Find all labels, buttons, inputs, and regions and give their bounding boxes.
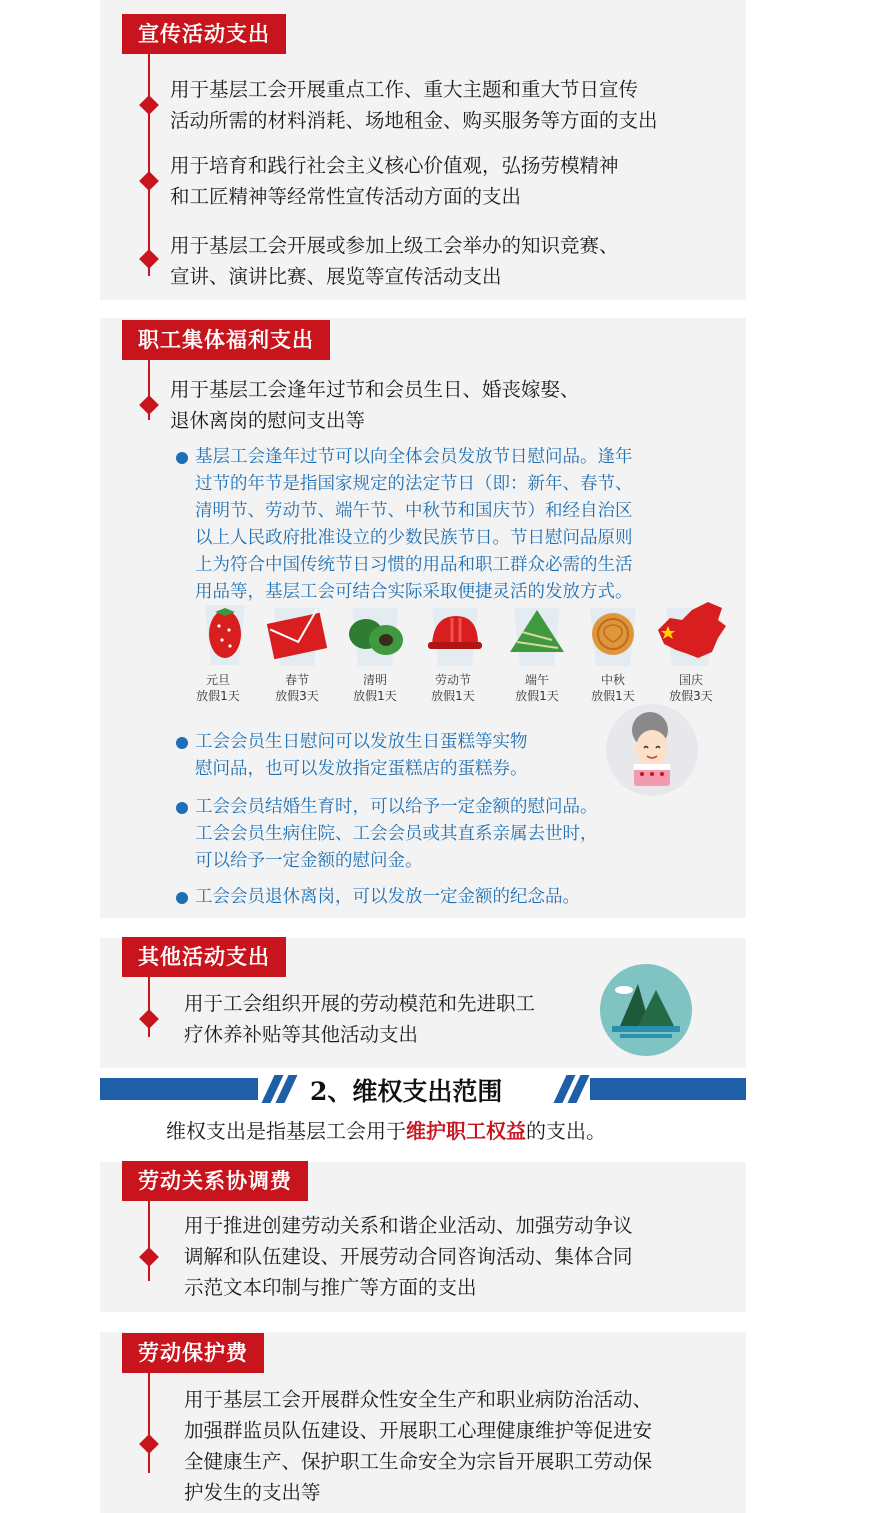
strawberry-icon <box>195 600 255 670</box>
bullet-dot <box>176 452 188 464</box>
other-item: 用于工会组织开展的劳动模范和先进职工 疗休养补贴等其他活动支出 <box>184 992 536 1046</box>
grandma-cake-icon <box>604 702 700 798</box>
timeline-line <box>148 1201 150 1281</box>
publicity-item-3: 用于基层工会开展或参加上级工会举办的知识竞赛、 宣讲、演讲比赛、展览等宣传活动支出 <box>170 234 619 288</box>
birthday-text: 工会会员生日慰问可以发放生日蛋糕等实物 慰问品，也可以发放指定蛋糕店的蛋糕券。 <box>195 732 528 779</box>
mooncake-icon <box>580 600 646 670</box>
zongzi-icon <box>502 600 572 670</box>
welfare-main: 用于基层工会逢年过节和会员生日、婚丧嫁娶、 退休离岗的慰问支出等 <box>170 378 580 432</box>
labor-relation-item: 用于推进创建劳动关系和谐企业活动、加强劳动争议 调解和队伍建设、开展劳动合同咨询活动、集体合同 示范文本印制与推广等方面的支出 <box>184 1214 633 1299</box>
section-bar-right <box>590 1078 746 1100</box>
holiday-label: 端午 放假1天 <box>515 673 559 703</box>
helmet-icon <box>422 600 488 670</box>
tag-labor-relation: 劳动关系协调费 <box>122 1161 308 1201</box>
bullet-dot <box>176 802 188 814</box>
tag-publicity: 宣传活动支出 <box>122 14 286 54</box>
bullet-dot <box>176 737 188 749</box>
holiday-icons <box>180 600 740 710</box>
holiday-label: 中秋 放假1天 <box>591 673 635 703</box>
tag-welfare: 职工集体福利支出 <box>122 320 330 360</box>
publicity-item-1: 用于基层工会开展重点工作、重大主题和重大节日宣传 活动所需的材料消耗、场地租金、购买服务等方面的支出 <box>170 78 658 132</box>
mountain-icon <box>598 962 694 1058</box>
holiday-rule-text: 基层工会逢年过节可以向全体会员发放节日慰问品。逢年 过节的年节是指国家规定的法定节日（即：新年、春节、 清明节、劳动节、端午节、中秋节和国庆节）和经自治区 以上人民政府批准设立的少数民族节日。节日慰问品原则 上为符合中国传统节日习惯的用品和职工群众必需的生活 用品等，基层工会可结合实际采取便捷灵活的发放方式。 <box>195 447 633 602</box>
tag-other: 其他活动支出 <box>122 937 286 977</box>
holiday-label: 劳动节 放假1天 <box>431 673 475 703</box>
retire-text: 工会会员退休离岗，可以发放一定金额的纪念品。 <box>195 887 580 907</box>
marriage-text: 工会会员结婚生育时，可以给予一定金额的慰问品。 工会会员生病住院、工会会员或其直系亲属去世时， 可以给予一定金额的慰问金。 <box>195 797 598 871</box>
labor-protection-item: 用于基层工会开展群众性安全生产和职业病防治活动、 加强群监员队伍建设、开展职工心理健康维护等促进安 全健康生产、保护职工生命安全为宗旨开展职工劳动保 护发生的支出等 <box>184 1388 653 1504</box>
tag-labor-protection: 劳动保护费 <box>122 1333 264 1373</box>
holiday-label: 元旦 放假1天 <box>196 673 240 703</box>
timeline-line <box>148 1373 150 1473</box>
publicity-item-2: 用于培育和践行社会主义核心价值观，弘扬劳模精神 和工匠精神等经常性宣传活动方面的支出 <box>170 154 619 208</box>
rights-intro: 维权支出是指基层工会用于维护职工权益的支出。 <box>166 1119 606 1143</box>
red-envelope-icon <box>264 600 330 670</box>
bullet-dot <box>176 892 188 904</box>
holiday-label: 清明 放假1天 <box>353 673 397 703</box>
china-map-icon <box>652 600 732 670</box>
qingtuan-icon <box>340 600 410 670</box>
holiday-label: 春节 放假3天 <box>275 673 319 703</box>
timeline-line <box>148 54 150 276</box>
section-title-2: 2、维权支出范围 <box>310 1077 503 1106</box>
holiday-label: 国庆 放假3天 <box>669 673 713 703</box>
section-bar-left <box>100 1078 258 1100</box>
